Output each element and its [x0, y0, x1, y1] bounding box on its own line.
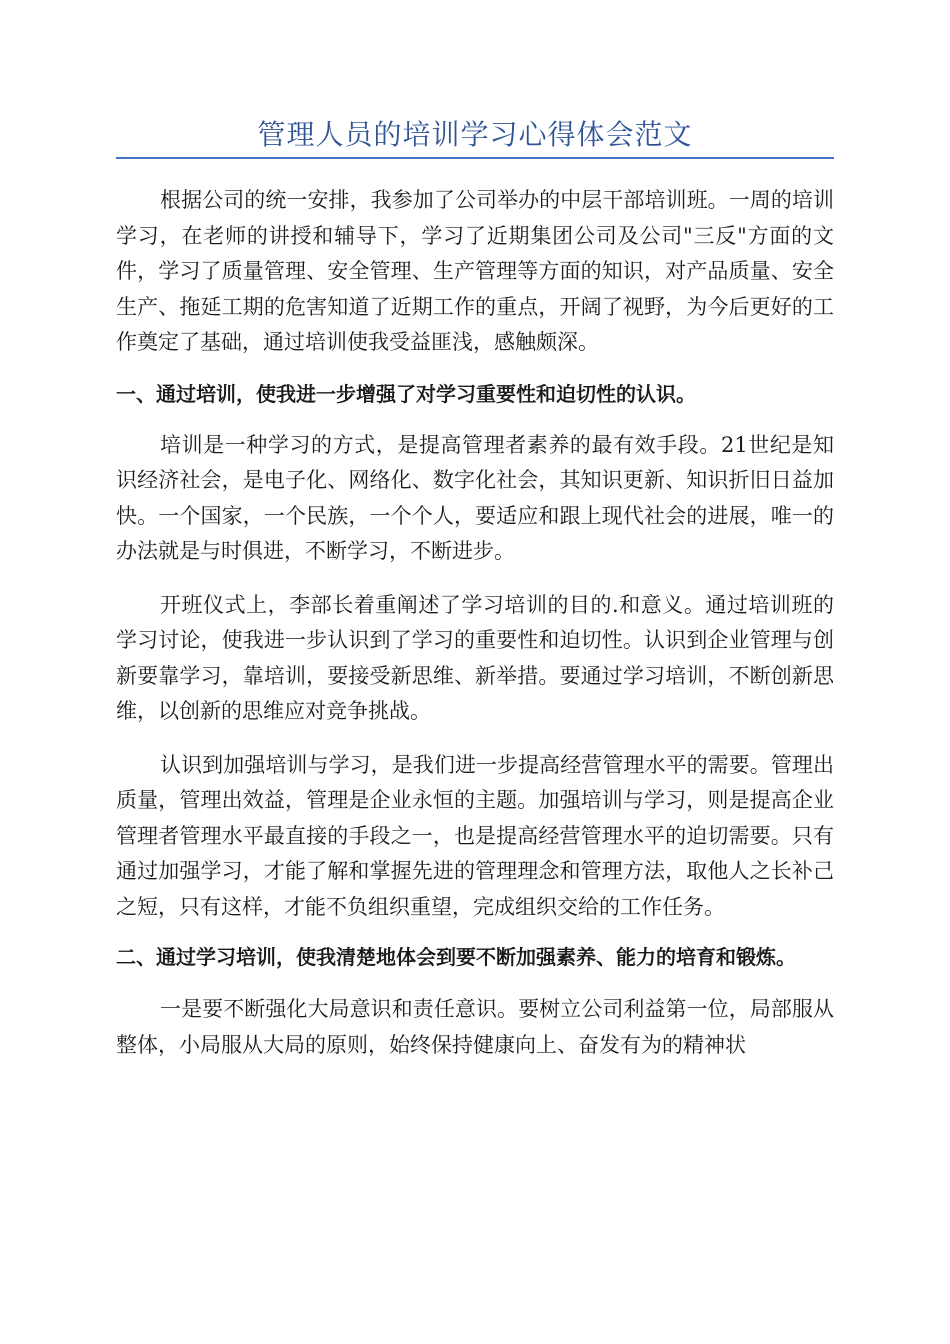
document-page [116, 0, 834, 1063]
document-title: 管理人员的培训学习心得体会范文 [257, 118, 693, 151]
section-1-paragraph-1: 培训是一种学习的方式，是提高管理者素养的最有效手段。21世纪是知识经济社会，是电子化、网络化、数字化社会，其知识更新、知识折旧日益加快。一个国家，一个民族，一个个人，要适应和跟上现代社会的进展，唯一的办法就是与时俱进，不断学习，不断进步。 [116, 432, 834, 563]
title-underline [116, 157, 834, 159]
section-heading-2: 二、通过学习培训，使我清楚地体会到要不断加强素养、能力的培育和锻炼。 [116, 945, 796, 969]
section-1-paragraph-2: 开班仪式上，李部长着重阐述了学习培训的目的.和意义。通过培训班的学习讨论，使我进一步认识到了学习的重要性和迫切性。认识到企业管理与创新要靠学习，靠培训，要接受新思维、新举措。要通过学习培训，不断创新思维，以创新的思维应对竞争挑战。 [116, 592, 834, 723]
intro-paragraph: 根据公司的统一安排，我参加了公司举办的中层干部培训班。一周的培训学习，在老师的讲授和辅导下，学习了近期集团公司及公司"三反"方面的文件，学习了质量管理、安全管理、生产管理等方面的知识，对产品质量、安全生产、拖延工期的危害知道了近期工作的重点，开阔了视野，为今后更好的工作奠定了基础，通过培训使我受益匪浅，感触颇深。 [116, 188, 834, 354]
section-1-paragraph-3: 认识到加强培训与学习，是我们进一步提高经营管理水平的需要。管理出质量，管理出效益，管理是企业永恒的主题。加强培训与学习，则是提高企业管理者管理水平最直接的手段之一，也是提高经营管理水平的迫切需要。只有通过加强学习，才能了解和掌握先进的管理理念和管理方法，取他人之长补己之短，只有这样，才能不负组织重望，完成组织交给的工作任务。 [116, 752, 834, 919]
section-heading-1: 一、通过培训，使我进一步增强了对学习重要性和迫切性的认识。 [116, 381, 696, 406]
section-2-paragraph-1: 一是要不断强化大局意识和责任意识。要树立公司利益第一位，局部服从整体，小局服从大局的原则，始终保持健康向上、奋发有为的精神状 [116, 997, 834, 1057]
